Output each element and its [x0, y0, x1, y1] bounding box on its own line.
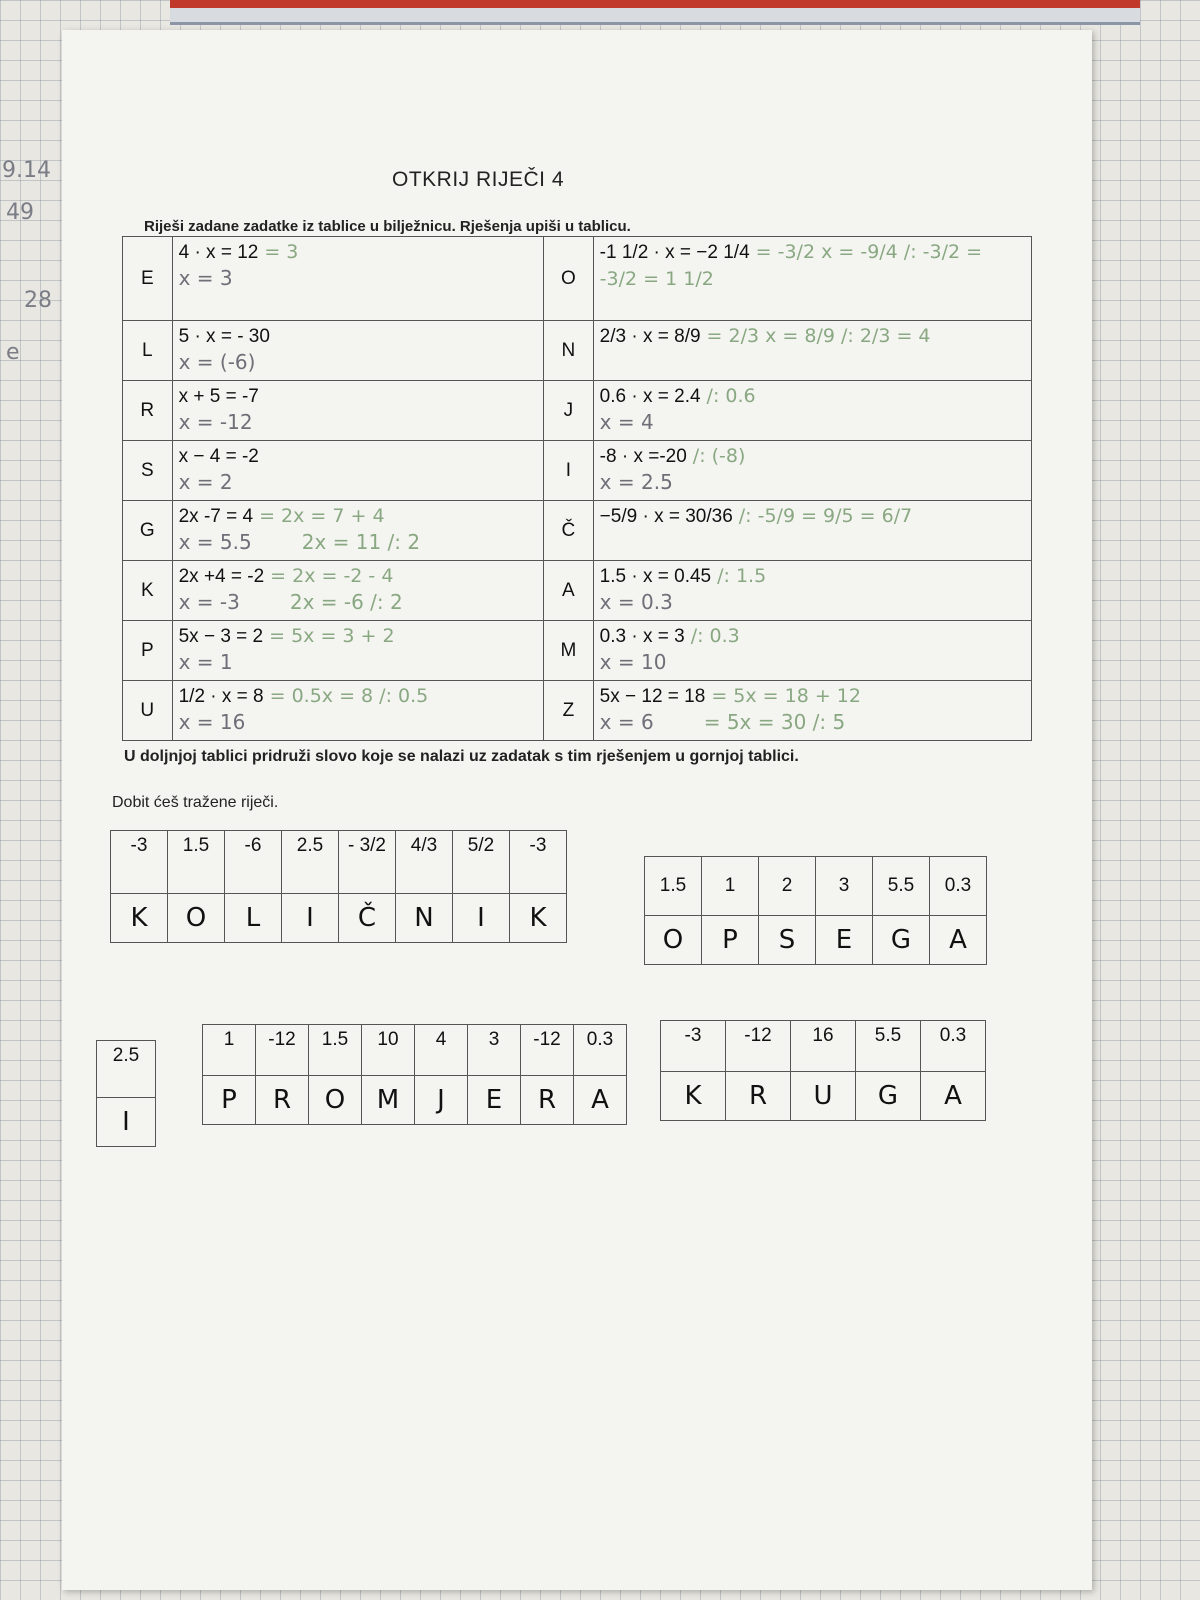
task-cell — [172, 561, 543, 621]
equation-text: 4 · x = 12 — [178, 242, 259, 263]
answer-letter-cell: P — [702, 916, 759, 965]
handwritten-solution: x = 16 — [178, 710, 246, 734]
answer-letter-cell: Č — [339, 894, 396, 943]
task-letter — [123, 441, 173, 501]
worksheet-page — [62, 30, 1092, 1590]
letter-row — [203, 1076, 627, 1125]
answer-number-cell: 4 — [415, 1025, 468, 1076]
answer-number-cell: 2.5 — [97, 1041, 156, 1098]
task-cell — [593, 441, 1031, 501]
answer-number-cell: 0.3 — [574, 1025, 627, 1076]
handwritten-solution: x = 2.5 — [599, 470, 673, 494]
margin-note: 28 — [24, 288, 52, 313]
handwritten-work: /: 1.5 — [717, 565, 767, 587]
answer-letter-cell: R — [521, 1076, 574, 1125]
task-letter — [544, 441, 594, 501]
handwritten-work: = 2x = -2 - 4 — [270, 565, 394, 587]
task-letter — [123, 681, 173, 741]
answer-letter-cell: A — [921, 1072, 986, 1121]
equation-text: 5 · x = - 30 — [178, 326, 270, 347]
answer-number-cell: -3 — [111, 831, 168, 894]
answer-number-cell: 16 — [791, 1021, 856, 1072]
task-cell — [593, 621, 1031, 681]
task-letter — [544, 681, 594, 741]
handwritten-work: = 2/3 x = 8/9 /: 2/3 = 4 — [706, 325, 931, 347]
handwritten-work: /: (-8) — [692, 445, 746, 467]
answer-number-cell: -6 — [225, 831, 282, 894]
answer-letter-cell: A — [930, 916, 987, 965]
equation-text: 1.5 · x = 0.45 — [599, 566, 712, 587]
task-letter-text: O — [560, 267, 576, 289]
task-letter-text: U — [140, 699, 155, 721]
task-letter-text: G — [139, 519, 155, 541]
number-row — [111, 831, 567, 894]
handwritten-work: = 5x = 3 + 2 — [269, 625, 395, 647]
task-cell — [593, 321, 1031, 381]
task-cell — [172, 381, 543, 441]
instruction-text: Riješi zadane zadatke iz tablice u bilježnicu. Rješenja upiši u tablicu. — [144, 218, 631, 235]
handwritten-solution: x = 0.3 — [599, 590, 673, 614]
answer-letter-cell: N — [396, 894, 453, 943]
answer-letter-cell: I — [453, 894, 510, 943]
task-letter — [544, 561, 594, 621]
answer-number-cell: -12 — [521, 1025, 574, 1076]
margin-note: 49 — [6, 200, 34, 225]
answer-number-cell: 4/3 — [396, 831, 453, 894]
equation-text: 0.3 · x = 3 — [599, 626, 685, 647]
task-letter-text: Z — [562, 699, 575, 721]
answer-letter-cell: K — [661, 1072, 726, 1121]
instruction-result: Dobit ćeš tražene riječi. — [112, 794, 279, 811]
answer-letter-cell: I — [97, 1098, 156, 1147]
equation-text: 1/2 · x = 8 — [178, 686, 264, 707]
handwritten-work: /: 0.6 — [706, 385, 756, 407]
handwritten-work: /: -5/9 = 9/5 = 6/7 — [738, 505, 913, 527]
answer-number-cell: 10 — [362, 1025, 415, 1076]
task-letter — [123, 321, 173, 381]
handwritten-work: = 5x = 30 /: 5 — [703, 710, 846, 734]
number-row — [203, 1025, 627, 1076]
word-table-1 — [110, 830, 567, 943]
equation-text: x + 5 = -7 — [178, 386, 259, 407]
answer-letter-cell: K — [510, 894, 567, 943]
equation-text: 5x − 12 = 18 — [599, 686, 706, 707]
handwritten-work: 2x = 11 /: 2 — [301, 530, 421, 554]
answer-number-cell: 3 — [816, 857, 873, 916]
handwritten-work: = 0.5x = 8 /: 0.5 — [269, 685, 429, 707]
answer-letter-cell: J — [415, 1076, 468, 1125]
answer-number-cell: 3 — [468, 1025, 521, 1076]
handwritten-work: = -3/2 x = -9/4 /: -3/2 = -3/2 = 1 1/2 — [599, 241, 983, 290]
task-letter-text: E — [140, 267, 154, 289]
handwritten-work: = 3 — [264, 241, 299, 263]
book-edge — [170, 0, 1140, 25]
handwritten-work: /: 0.3 — [690, 625, 740, 647]
task-cell — [593, 381, 1031, 441]
answer-number-cell: 5.5 — [873, 857, 930, 916]
task-letter — [544, 501, 594, 561]
page-title: OTKRIJ RIJEČI 4 — [392, 168, 565, 191]
answer-letter-cell: R — [726, 1072, 791, 1121]
task-cell — [593, 561, 1031, 621]
equation-text: 0.6 · x = 2.4 — [599, 386, 701, 407]
task-letter-text: N — [561, 339, 576, 361]
handwritten-solution: x = 2 — [178, 470, 233, 494]
equation-row — [123, 237, 1032, 321]
equation-text: 2x -7 = 4 — [178, 506, 254, 527]
task-cell — [593, 237, 1031, 321]
handwritten-work: = 2x = 7 + 4 — [259, 505, 385, 527]
answer-number-cell: 5/2 — [453, 831, 510, 894]
equation-row — [123, 441, 1032, 501]
answer-letter-cell: O — [168, 894, 225, 943]
word-table-3 — [96, 1040, 156, 1147]
answer-number-cell: 2 — [759, 857, 816, 916]
task-letter-text: J — [563, 399, 574, 421]
task-cell — [172, 441, 543, 501]
handwritten-solution: x = 3 — [178, 266, 233, 290]
equation-row — [123, 381, 1032, 441]
task-cell — [172, 321, 543, 381]
task-cell — [172, 681, 543, 741]
equation-text: x − 4 = -2 — [178, 446, 259, 467]
task-letter-text: S — [140, 459, 154, 481]
margin-note: 9.14 — [2, 158, 51, 183]
letter-row — [645, 916, 987, 965]
word-table-5 — [660, 1020, 986, 1121]
handwritten-solution: x = (-6) — [178, 350, 256, 374]
task-letter-text: P — [140, 639, 154, 661]
answer-number-cell: 1.5 — [645, 857, 702, 916]
answer-number-cell: 0.3 — [930, 857, 987, 916]
equation-text: 5x − 3 = 2 — [178, 626, 264, 647]
answer-letter-cell: P — [203, 1076, 256, 1125]
answer-number-cell: -3 — [661, 1021, 726, 1072]
task-letter-text: K — [140, 579, 154, 601]
answer-letter-cell: S — [759, 916, 816, 965]
answer-letter-cell: U — [791, 1072, 856, 1121]
task-cell — [593, 681, 1031, 741]
number-row — [661, 1021, 986, 1072]
equation-row — [123, 321, 1032, 381]
equation-row — [123, 501, 1032, 561]
equation-text: -8 · x =-20 — [599, 446, 687, 467]
answer-letter-cell: A — [574, 1076, 627, 1125]
task-letter-text: A — [562, 579, 575, 601]
answer-number-cell: 5.5 — [856, 1021, 921, 1072]
task-letter — [123, 561, 173, 621]
answer-number-cell: 2.5 — [282, 831, 339, 894]
task-letter-text: I — [565, 459, 572, 481]
task-letter — [544, 237, 594, 321]
instruction-match: U doljnjoj tablici pridruži slovo koje se nalazi uz zadatak s tim rješenjem u gornjoj tablici. — [124, 748, 799, 765]
answer-number-cell: 1.5 — [168, 831, 225, 894]
answer-letter-cell: E — [816, 916, 873, 965]
equation-row — [123, 621, 1032, 681]
handwritten-work: = 5x = 18 + 12 — [711, 685, 861, 707]
answer-number-cell: 1 — [702, 857, 759, 916]
answer-letter-cell: R — [256, 1076, 309, 1125]
equation-text: -1 1/2 · x = −2 1/4 — [599, 242, 750, 263]
task-cell — [593, 501, 1031, 561]
answer-number-cell: -12 — [256, 1025, 309, 1076]
task-letter — [544, 321, 594, 381]
word-table-4 — [202, 1024, 627, 1125]
answer-letter-cell: G — [856, 1072, 921, 1121]
answer-number-cell: 1 — [203, 1025, 256, 1076]
task-letter — [544, 621, 594, 681]
task-letter-text: M — [560, 639, 577, 661]
letter-row — [661, 1072, 986, 1121]
equation-text: 2/3 · x = 8/9 — [599, 326, 701, 347]
task-letter — [123, 381, 173, 441]
answer-number-cell: -3 — [510, 831, 567, 894]
equations-table — [122, 236, 1032, 741]
task-letter — [123, 237, 173, 321]
task-letter — [123, 501, 173, 561]
answer-letter-cell: I — [282, 894, 339, 943]
answer-number-cell: 1.5 — [309, 1025, 362, 1076]
answer-letter-cell: E — [468, 1076, 521, 1125]
task-cell — [172, 501, 543, 561]
handwritten-solution: x = 4 — [599, 410, 654, 434]
task-letter — [544, 381, 594, 441]
task-letter — [123, 621, 173, 681]
answer-letter-cell: M — [362, 1076, 415, 1125]
equation-text: 2x +4 = -2 — [178, 566, 265, 587]
answer-letter-cell: O — [645, 916, 702, 965]
handwritten-solution: x = 6 — [599, 710, 654, 734]
word-table-2 — [644, 856, 987, 965]
task-cell — [172, 621, 543, 681]
answer-number-cell: 0.3 — [921, 1021, 986, 1072]
handwritten-work: 2x = -6 /: 2 — [289, 590, 403, 614]
equation-row — [123, 561, 1032, 621]
handwritten-solution: x = 1 — [178, 650, 233, 674]
task-cell — [172, 237, 543, 321]
task-letter-text: R — [140, 399, 155, 421]
task-letter-text: L — [142, 339, 153, 361]
answer-letter-cell: O — [309, 1076, 362, 1125]
handwritten-solution: x = -3 — [178, 590, 240, 614]
equation-row — [123, 681, 1032, 741]
equation-text: −5/9 · x = 30/36 — [599, 506, 733, 527]
handwritten-solution: x = 5.5 — [178, 530, 252, 554]
number-row — [645, 857, 987, 916]
letter-row — [111, 894, 567, 943]
answer-number-cell: -12 — [726, 1021, 791, 1072]
answer-letter-cell: G — [873, 916, 930, 965]
answer-letter-cell: L — [225, 894, 282, 943]
answer-letter-cell: K — [111, 894, 168, 943]
handwritten-solution: x = 10 — [599, 650, 667, 674]
task-letter-text: Č — [561, 519, 576, 541]
margin-note: e — [6, 340, 20, 365]
handwritten-solution: x = -12 — [178, 410, 253, 434]
answer-number-cell: - 3/2 — [339, 831, 396, 894]
